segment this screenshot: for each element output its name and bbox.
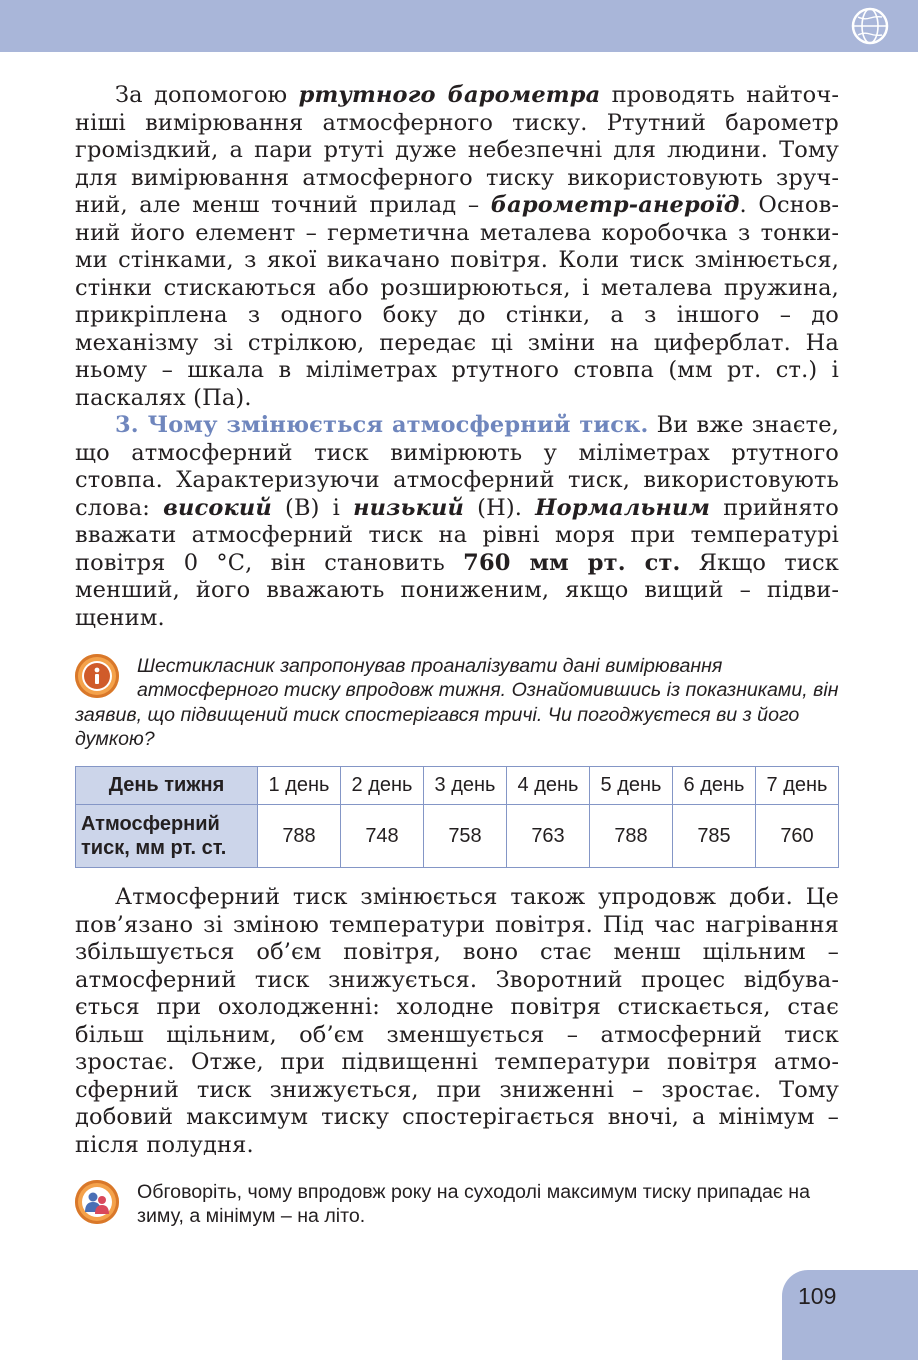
table-day-cell: 1 день (258, 767, 341, 805)
info-note: Шестикласник запропонував проаналізувати дані вимірювання атмосферного тиску впродовж тижня. Ознайомившись із показниками, він заявив, що підвищений тиск спостерігався тричі. Чи погоджуєтеся ви з його думкою? (75, 655, 839, 750)
table-day-cell: 4 день (507, 767, 590, 805)
table-day-cell: 5 день (590, 767, 673, 805)
table-value-cell: 763 (507, 805, 590, 868)
table-value-cell: 760 (756, 805, 839, 868)
table-day-cell: 2 день (341, 767, 424, 805)
table-row (76, 805, 839, 868)
table-value-cell: 785 (673, 805, 756, 868)
page-number: 109 (798, 1283, 837, 1309)
group-discussion-icon (75, 1180, 119, 1224)
paragraph-barometers: За допомогою ртутного барометра проводять найточніші вимірювання атмосферного тиску. Ртутний барометр громіздкий, а пари ртуті дуже небезпечні для людини. Тому для вимірювання атмосферного тиску використовують зручний, але менш точний прилад – барометр-анероїд. Основний його елемент – герметична металева коробочка з тонкими стінками, з якої викачано повітря. Коли тиск змінюється, стінки стискаються або розширюються, і металева пружина, прикріплена з одного боку до стінки, а з іншого – до механізму зі стрілкою, передає ці зміни на циферблат. На ньому – шкала в міліметрах ртутного стовпа (мм рт. ст.) і паскалях (Па). 3. Чому змінюється атмосферний тиск. Ви вже знаєте, що атмосферний тиск вимірюють у міліметрах ртутного стовпа. Характеризуючи атмосферний тиск, використовують слова: високий (В) і низький (Н). Нормальним прийнято вважати атмосферний тиск на рівні моря при температурі повітря 0 °С, він становить 760 мм рт. ст. Якщо тиск менший, його вважають пониженим, якщо вищий – підвищеним. (75, 82, 839, 631)
table-header-row (76, 767, 839, 805)
table-value-cell: 788 (258, 805, 341, 868)
table-row-label: Атмосферний тиск, мм рт. ст. (76, 805, 258, 868)
section-heading: 3. Чому змінюється атмосферний тиск. (115, 412, 649, 438)
discussion-note: Обговоріть, чому впродовж року на суходолі максимум тиску припадає на зиму, а мінімум – на літо. (137, 1181, 811, 1228)
table-value-cell: 788 (590, 805, 673, 868)
table-header-cell: День тижня (76, 767, 258, 805)
table-day-cell: 3 день (424, 767, 507, 805)
globe-icon (850, 6, 890, 46)
top-banner (0, 0, 918, 52)
table-value-cell: 758 (424, 805, 507, 868)
table-day-cell: 6 день (673, 767, 756, 805)
table-day-cell: 7 день (756, 767, 839, 805)
paragraph-daily-pressure: Атмосферний тиск змінюється також упродовж доби. Це пов’язано зі зміною температури повітря. Під час нагрівання збільшується об’єм повітря, воно стає менш щільним – атмосферний тиск знижується. Зворотний процес відбувається при охолодженні: холодне повітря стискається, стає більш щільним, об’єм зменшується – атмосферний тиск зростає. Отже, при підвищенні температури повітря атмосферний тиск знижується, при зниженні – зростає. Тому добовий максимум тиску спостерігається вночі, а мінімум – після полудня. (75, 884, 839, 1158)
table-value-cell: 748 (341, 805, 424, 868)
pressure-table (75, 766, 839, 868)
